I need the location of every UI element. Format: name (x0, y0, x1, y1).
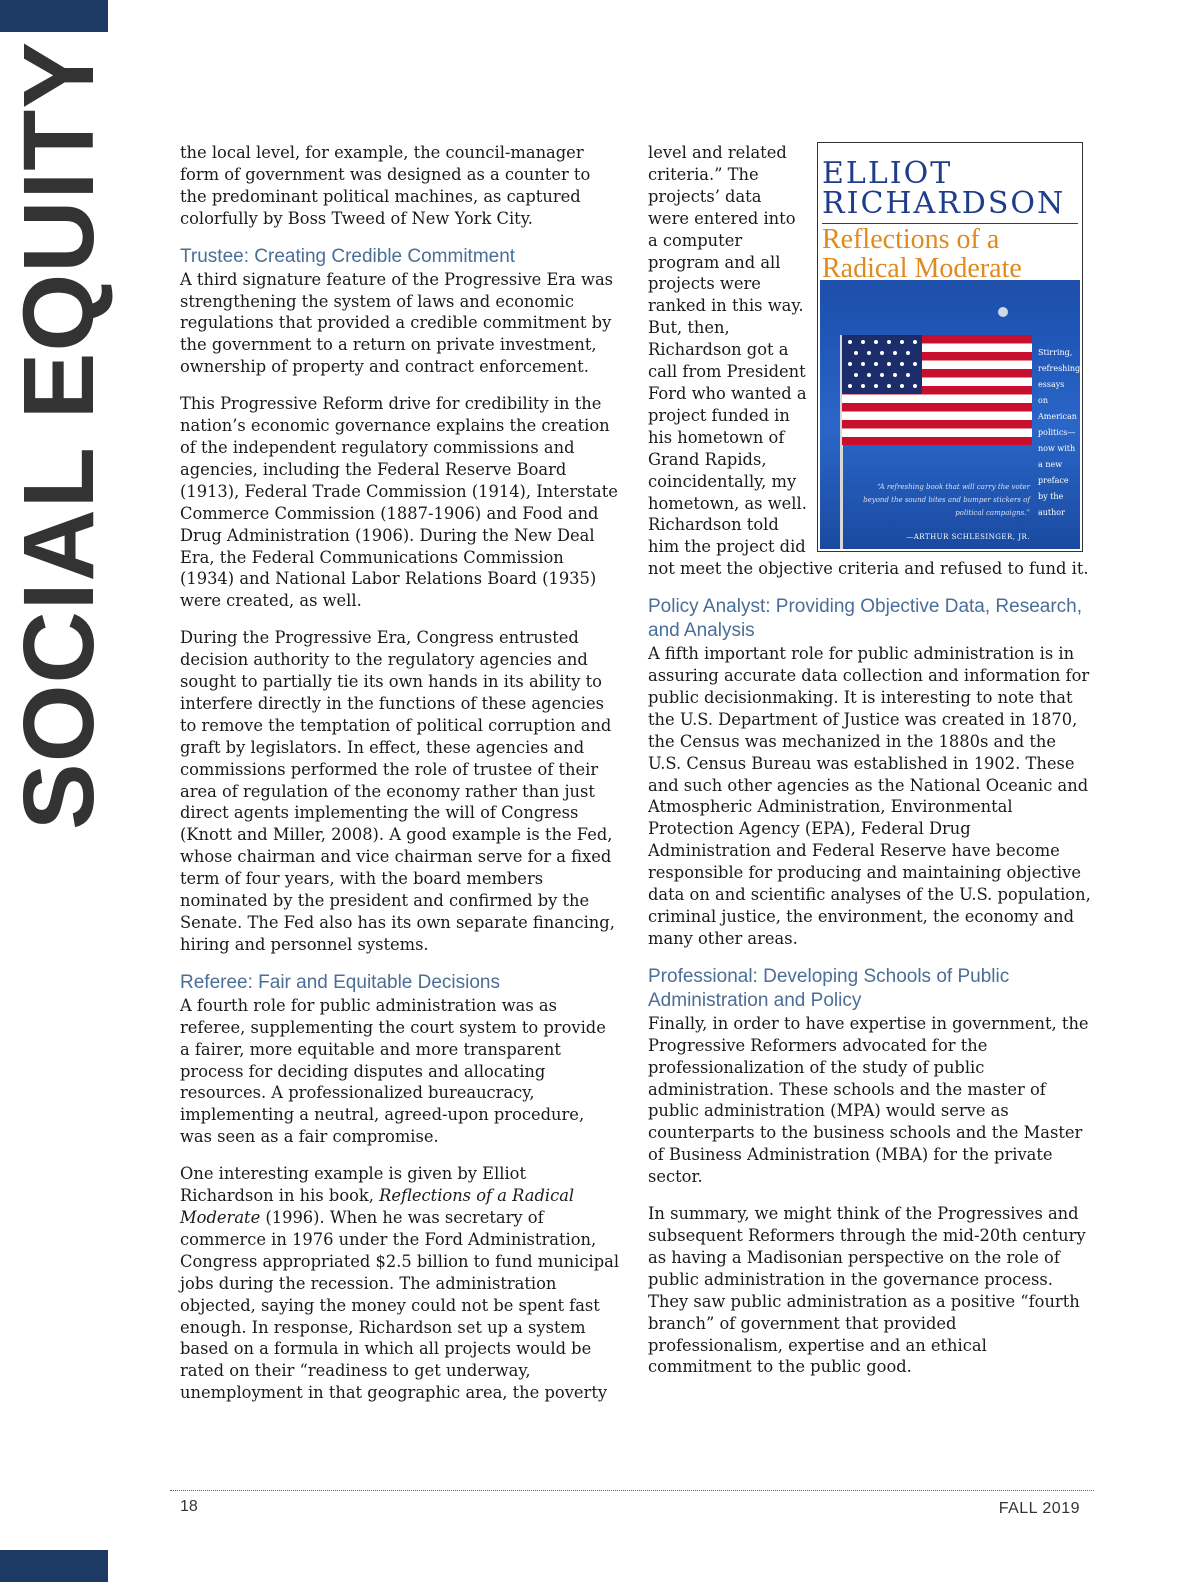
right-column (648, 142, 1093, 1393)
page-number: 18 (180, 1498, 198, 1515)
book-title (822, 225, 1022, 283)
author-last-name: RICHARDSON (822, 186, 1066, 221)
section-title: SOCIAL EQUITY (3, 40, 115, 830)
book-title-line: Reflections of a (822, 224, 1000, 255)
book-title-italic: Reflections of a Radical Moderate (180, 1186, 575, 1227)
book-side-blurb: Stirring, refreshing essays on American politics— now with a new preface by the author (1038, 348, 1080, 517)
top-accent-bar (0, 0, 108, 32)
book-title-area (820, 145, 1080, 284)
heading-trustee: Trustee: Creating Credible Commitment (180, 245, 516, 267)
footer-divider (170, 1490, 1094, 1491)
book-cover-art (820, 145, 1080, 549)
paragraph: A fourth role for public administration was as referee, supplementing the court system to provide a fairer, more equitable and more transparent process for deciding disputes and allocating resources. A professionalized bureaucracy, implementing a neutral, agreed-upon procedure, was seen as a fair compromise. (180, 995, 606, 1147)
moon-icon (998, 307, 1008, 317)
paragraph (180, 1163, 620, 1404)
paragraph: This Progressive Reform drive for credibility in the nation’s economic governance explains the creation of the independent regulatory commissions and agencies, including the Federal Reserve Board (1913), Federal Trade Commission (1914), Interstate Commerce Commission (1887-1906) and Food and Drug Administration (1906). During the New Deal Era, the Federal Communications Commission (1934) and National Labor Relations Board (1935) were created, as well. (180, 394, 618, 611)
paragraph: level and related criteria.” The projects’ data were entered into a computer program and all projects were ranked in this way. But, then, Richardson got a call from President Ford who wanted a project funded in his hometown of Grand Rapids, coincidentally, my hometown, as well. Richardson told him the project did not meet the objective criteria and refused to fund it. (648, 143, 1089, 579)
heading-referee: Referee: Fair and Equitable Decisions (180, 971, 501, 993)
book-quote-attribution: —ARTHUR SCHLESINGER, JR. (906, 533, 1030, 541)
paragraph: A fifth important role for public administration is in assuring accurate data collection and information for public decisionmaking. It is interesting to note that the U.S. Department of Justice was created in 1870, the Census was mechanized in the 1880s and the U.S. Census Bureau was established in 1902. These and such other agencies as the National Oceanic and Atmospheric Administration, Environmental Protection Agency (EPA), Federal Drug Administration and Federal Reserve have become responsible for producing and maintaining objective data on and scientific analyses of the U.S. population, criminal justice, the environment, the economy and many other areas. (648, 644, 1091, 948)
heading-policy-analyst: Policy Analyst: Providing Objective Data, Research, and Analysis (648, 596, 1083, 642)
text-run: (1996). When he was secretary of commerce in 1976 under the Ford Administration, Congress appropriated $2.5 billion to fund municipal jobs during the recession. The administration objected, saying the money could not be spent fast enough. In response, Richardson set up a system based on a formula in which all projects would be rated on their “readiness to get underway, unemployment in that geographic area, the poverty (180, 1207, 620, 1403)
paragraph: Finally, in order to have expertise in government, the Progressive Reformers advocated for the professionalization of the study of public administration. These schools and the master of public administration (MPA) would serve as counterparts to the business schools and the Master of Business Administration (MBA) for the private sector. (648, 1013, 1089, 1187)
text-run: One interesting example is given by Elliot Richardson in his book, (180, 1164, 527, 1206)
issue-label: FALL 2019 (998, 1500, 1080, 1517)
paragraph: the local level, for example, the council-manager form of government was designed as a counter to the predominant political machines, as captured colorfully by Boss Tweed of New York City. (180, 143, 591, 228)
author-first-name: ELLIOT (822, 156, 953, 191)
book-title-line: Radical Moderate (822, 253, 1022, 284)
paragraph: A third signature feature of the Progressive Era was strengthening the system of laws and economic regulations that provided a credible commitment by the government to a return on private investment, ownership of property and contract enforcement. (180, 269, 614, 377)
paragraph: During the Progressive Era, Congress entrusted decision authority to the regulatory agencies and sought to partially tie its own hands in its ability to interfere directly in the functions of these agencies to remove the temptation of political corruption and graft by legislators. In effect, these agencies and commissions performed the role of trustee of their area of regulation of the economy rather than just direct agents implementing the will of Congress (Knott and Miller, 2008). A good example is the Fed, whose chairman and vice chairman serve for a fixed term of four years, with the board members nominated by the president and confirmed by the Senate. The Fed also has its own separate financing, hiring and personnel systems. (180, 628, 615, 954)
left-column (180, 142, 620, 1419)
book-quote: “A refreshing book that will carry the voter beyond the sound bites and bumper stickers of political campaigns.” (863, 483, 1030, 517)
book-cover-image (817, 142, 1083, 552)
book-author (822, 156, 1066, 221)
heading-professional: Professional: Developing Schools of Public Administration and Policy (648, 965, 1010, 1011)
bottom-accent-bar (0, 1550, 108, 1582)
paragraph: In summary, we might think of the Progressives and subsequent Reformers through the mid-20th century as having a Madisonian perspective on the role of public administration in the governance process. They saw public administration as a positive “fourth branch” of government that provided professionalism, expertise and an ethical commitment to the public good. (648, 1204, 1086, 1377)
american-flag-icon (842, 335, 1032, 445)
